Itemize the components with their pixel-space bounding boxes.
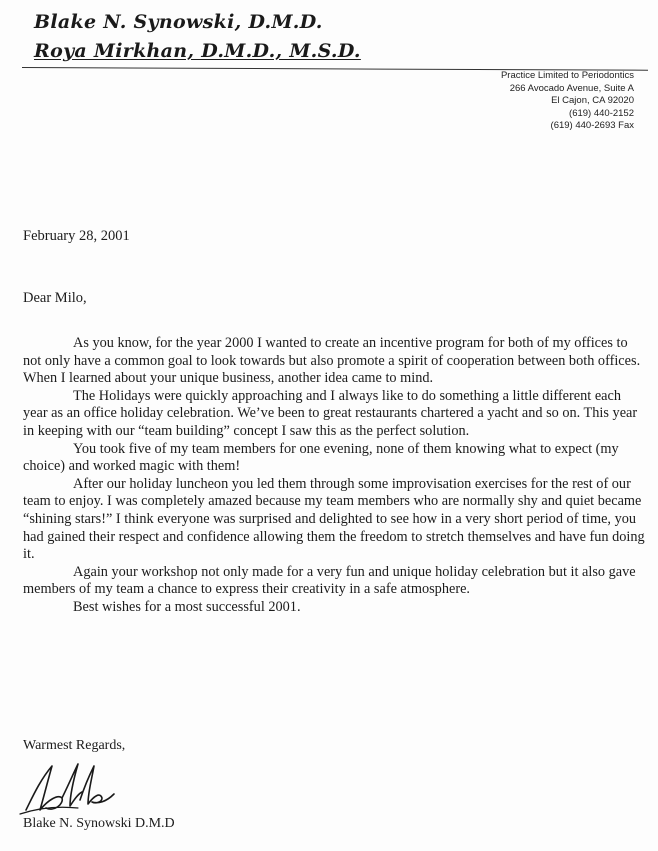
practice-phone: (619) 440-2152 <box>569 107 634 119</box>
practice-specialty: Practice Limited to Periodontics <box>500 70 634 81</box>
handwritten-signature <box>18 758 128 818</box>
practice-street: 266 Avocado Avenue, Suite A <box>509 82 634 94</box>
signer-name: Blake N. Synowski D.M.D <box>23 816 175 831</box>
practice-address-block <box>501 70 634 133</box>
dentist-name-2: Roya Mirkhan, D.M.D., M.S.D. <box>34 40 361 62</box>
letter-date: February 28, 2001 <box>23 228 130 244</box>
body-paragraph-2: The Holidays were quickly approaching and I always like to do something a little different each year as an office holiday celebration. We’ve been to great restaurants chartered a yacht and so on. This year in keeping with our “team building” concept I saw this as the perfect solution. <box>23 387 638 439</box>
practice-city: El Cajon, CA 92020 <box>551 95 634 107</box>
body-paragraph-3: You took five of my team members for one evening, none of them knowing what to expect (my choice) and worked magic with them! <box>23 440 619 475</box>
letter-body <box>23 335 648 617</box>
body-paragraph-1: As you know, for the year 2000 I wanted to create an incentive program for both of my offices to not only have a common goal to look towards but also promote a spirit of cooperation between both offices. When I learned about your unique business, another idea came to mind. <box>23 335 641 387</box>
body-paragraph-5: Again your workshop not only made for a very fun and unique holiday celebration but it also gave members of my team a chance to express their creativity in a safe atmosphere. <box>23 563 636 598</box>
dentist-name-1: Blake N. Synowski, D.M.D. <box>34 11 323 33</box>
closing: Warmest Regards, <box>23 738 126 753</box>
body-paragraph-6: Best wishes for a most successful 2001. <box>73 598 301 615</box>
practice-fax: (619) 440-2693 Fax <box>550 120 634 132</box>
letterhead-names <box>34 8 361 66</box>
body-paragraph-4: After our holiday luncheon you led them through some improvisation exercises for the rest of our team to enjoy. I was completely amazed because my team members who are normally shy and quiet became “shining stars!” I think everyone was surprised and delighted to see how in a very short period of time, you had gained their respect and confidence allowing them the freedom to stretch themselves and have fun doing it. <box>23 475 645 563</box>
salutation: Dear Milo, <box>23 290 87 306</box>
